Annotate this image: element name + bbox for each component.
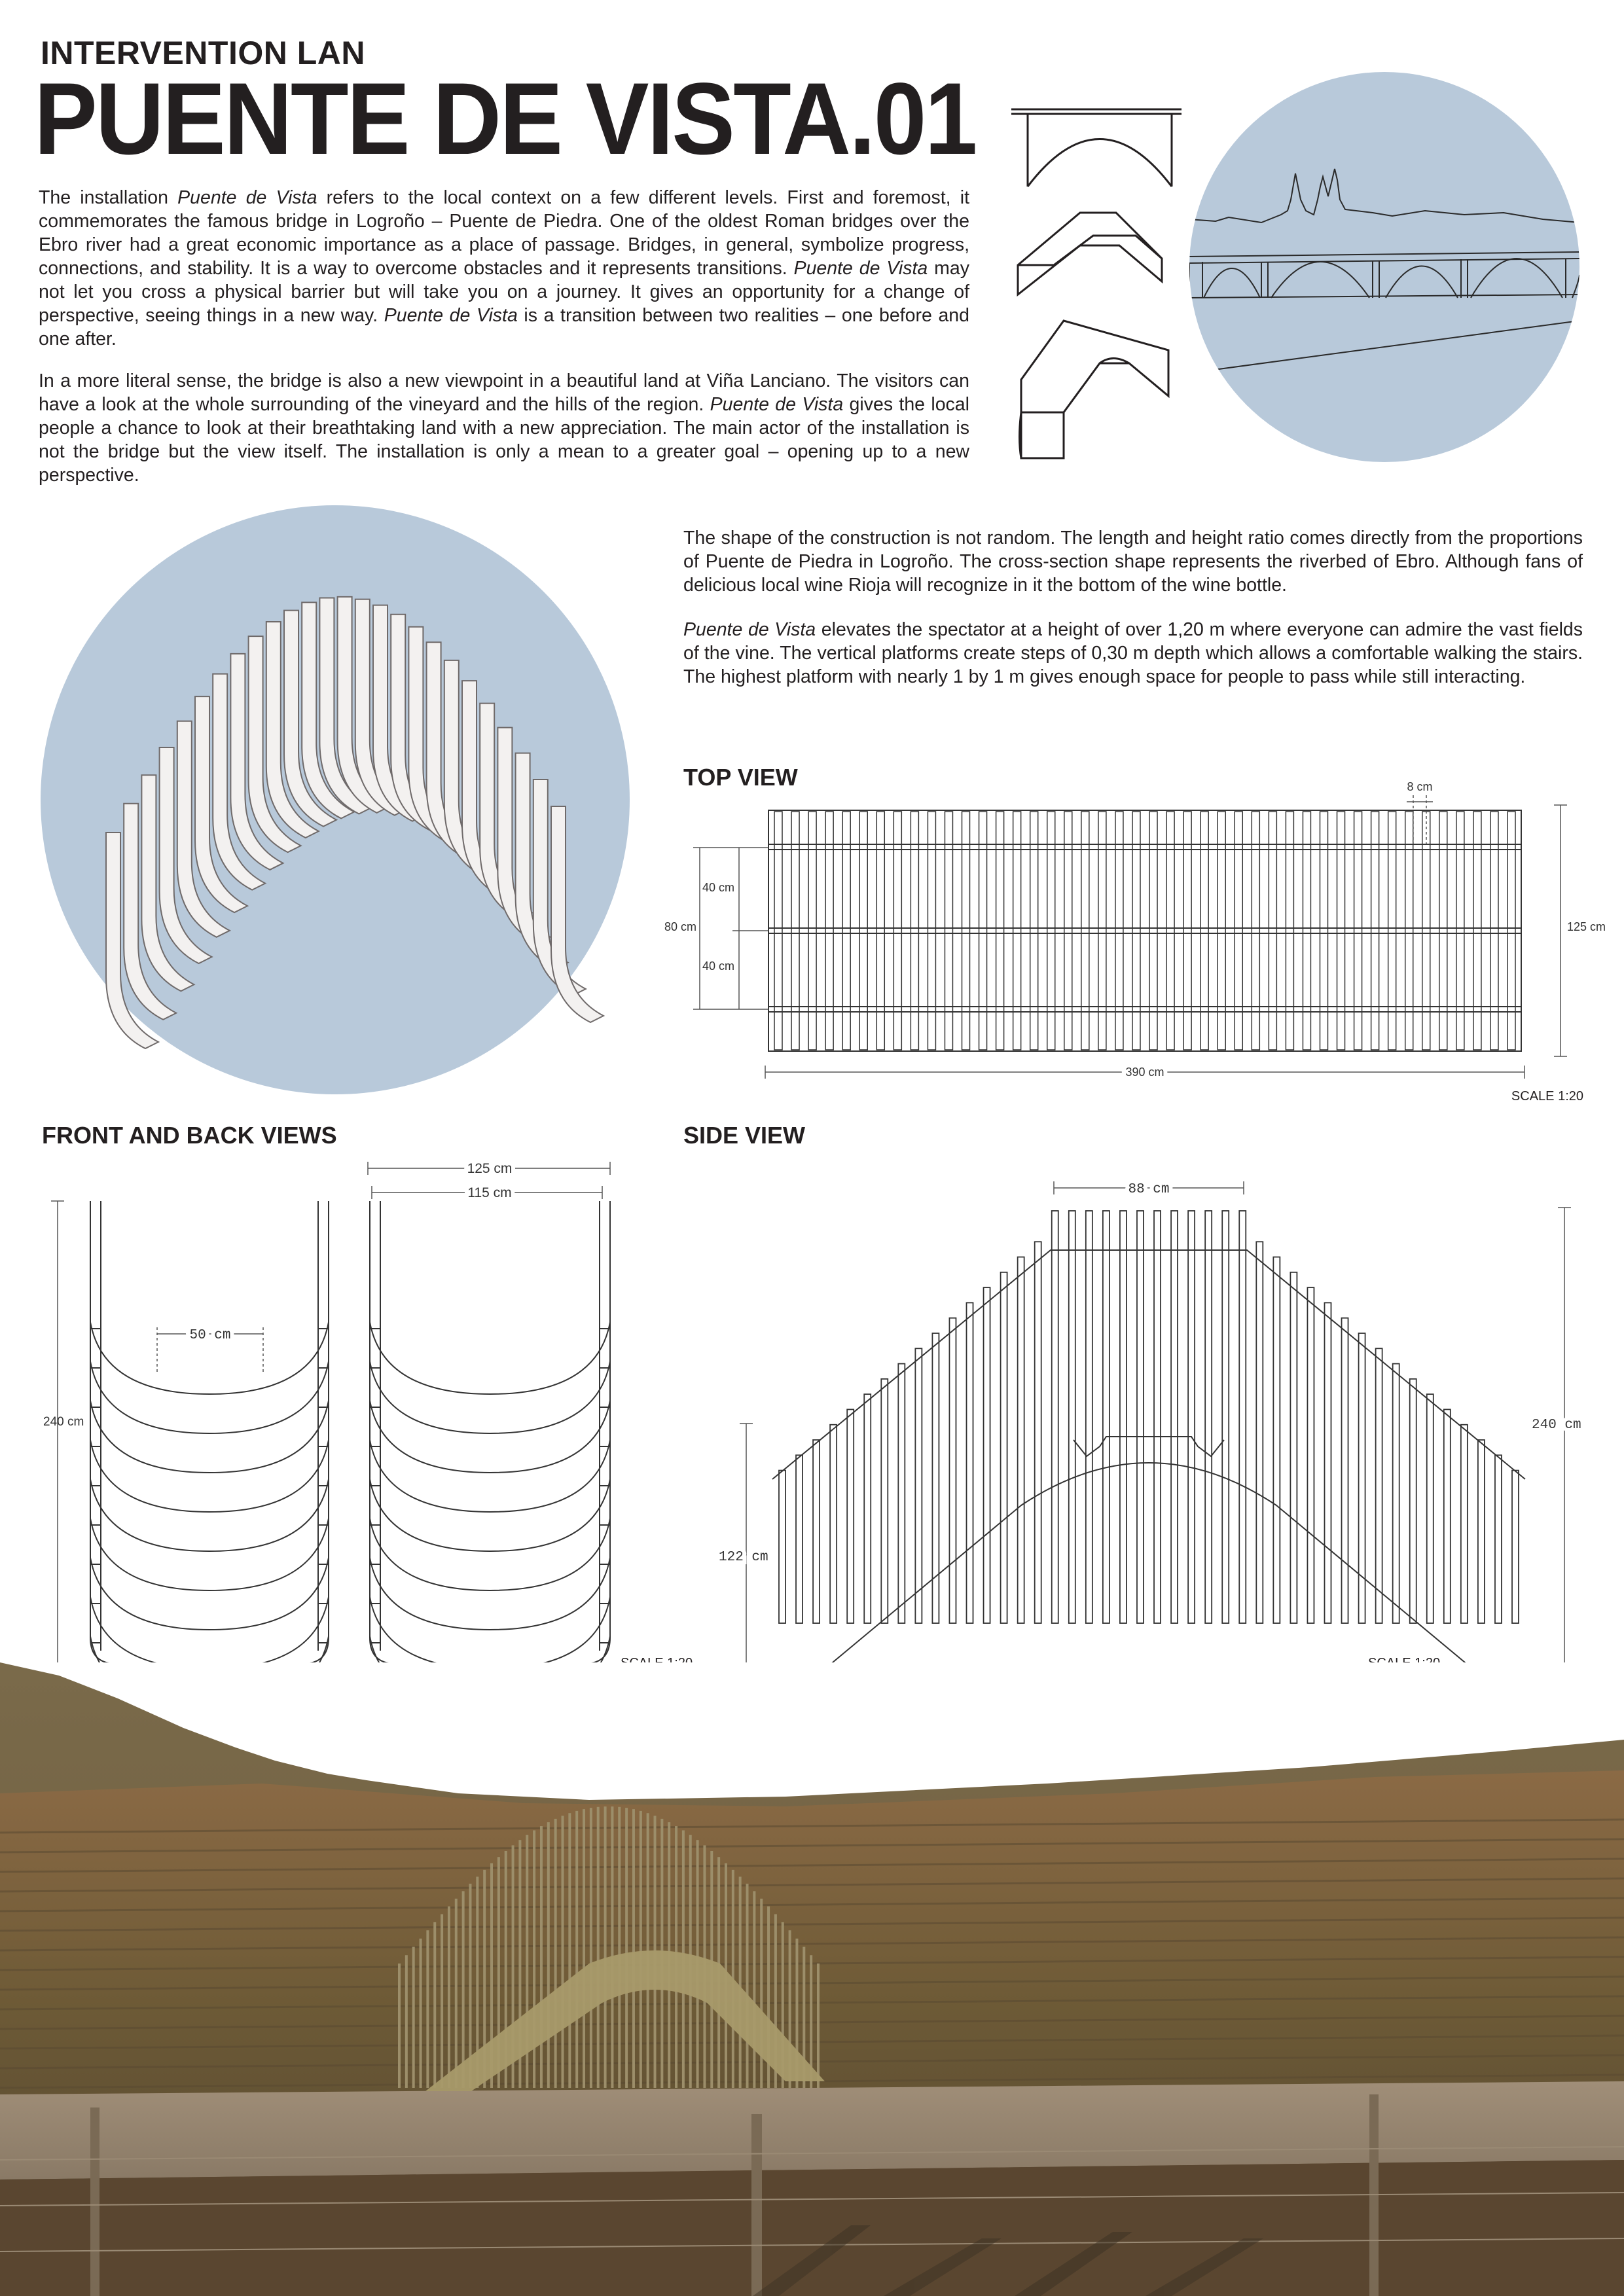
axonometric-model-circle — [41, 505, 630, 1094]
top-dim-width: 125 cm — [1567, 920, 1606, 933]
side-dim-height: 240 cm — [1532, 1418, 1581, 1433]
top-view-heading: TOP VIEW — [683, 764, 798, 791]
top-dim-half-b: 40 cm — [702, 960, 734, 973]
top-dim-length: 390 cm — [1125, 1066, 1164, 1079]
top-dim-slat: 8 cm — [1407, 780, 1433, 793]
fb-dim-height: 240 cm — [43, 1415, 84, 1429]
description-paragraph-1: The shape of the construction is not random. The length and height ratio comes directly from the proportions of Puente de Piedra in Logroño. The cross-section shape represents the riverbed of Ebro. Although fans of delicious local wine Rioja will recognize in it the bottom of the wine bottle. — [683, 528, 1583, 596]
intro-paragraph-2: In a more literal sense, the bridge is also a new viewpoint in a beautiful land at Viña Lanciano. The visitors can have a look at the whole surrounding of the vineyard and the hills of the region. Puente de Vista gives the local people a chance to look at their breathtaking land with a new appreciation. The main actor of the installation is not the bridge but the view itself. The installation is only a mean to a greater goal – opening up to a new perspective. — [39, 370, 969, 486]
front-back-heading: FRONT AND BACK VIEWS — [42, 1122, 337, 1149]
top-dim-half-a: 40 cm — [702, 881, 734, 894]
arch-sketches — [1008, 105, 1185, 458]
fb-dim-outer: 125 cm — [467, 1161, 513, 1176]
front-back-drawing — [26, 1152, 681, 1682]
kicker-title: INTERVENTION LAN — [41, 35, 365, 71]
side-dim-arch: 122 cm — [719, 1550, 768, 1565]
side-view-drawing — [720, 1165, 1597, 1682]
top-view-scale: SCALE 1:20 — [1511, 1089, 1583, 1103]
fb-dim-step: 50 cm — [189, 1328, 231, 1343]
side-dim-top: 88 cm — [1128, 1182, 1170, 1197]
vineyard-photo — [0, 1662, 1624, 2296]
intro-paragraph-1: The installation Puente de Vista refers to the local context on a few different levels. First and foremost, it commemorates the famous bridge in Logroño – Puente de Piedra. One of the oldest Roman bridges over the Ebro river had a great economic importance as a place of passage. Bridges, in general, symbolize progress, connections, and stability. It is a way to overcome obstacles and it represents transitions. Puente de Vista may not let you cross a physical barrier but will take you on a journey. It gives an opportunity for a change of perspective, seeing things in a new way. Puente de Vista is a transition between two realities – one before and one after. — [39, 187, 969, 350]
top-view-drawing — [664, 740, 1606, 1106]
side-view-heading: SIDE VIEW — [683, 1122, 806, 1149]
page-title: PUENTE DE VISTA.01 — [34, 62, 976, 176]
description-paragraph-2: Puente de Vista elevates the spectator at a height of over 1,20 m where everyone can admire the vast fields of the vine. The vertical platforms create steps of 0,30 m depth which allows a comfortable walking the stairs. The highest platform with nearly 1 by 1 m gives enough space for people to pass while still interacting. — [683, 619, 1583, 687]
logrono-bridge-circle — [1189, 72, 1579, 462]
top-dim-inner: 80 cm — [664, 920, 696, 933]
fb-dim-inner: 115 cm — [467, 1185, 512, 1200]
